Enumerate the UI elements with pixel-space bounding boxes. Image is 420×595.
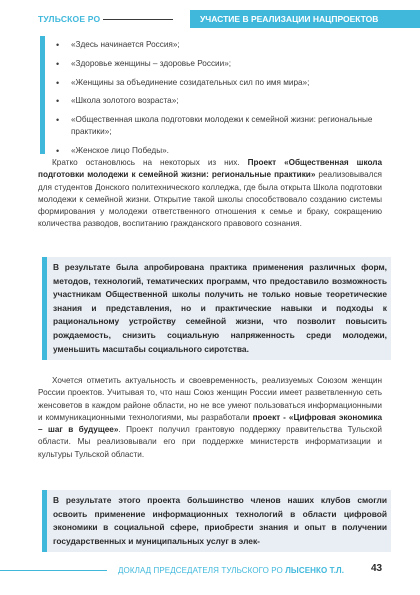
list-item: • «Здесь начинается Россия»; <box>55 39 385 51</box>
list-item: • «Здоровье женщины – здоровье России»; <box>55 58 385 70</box>
list-item: • «Школа золотого возраста»; <box>55 95 385 107</box>
project-list <box>55 39 385 164</box>
paragraph-lead: Хочется отметить актуальность и своевременность, реализуемых Союзом женщин России проектов. Учитывая то, что наш Союз женщин России имеет разветвленную сеть женсоветов в каждом районе области, но не все умеют пользоваться информационными и коммуникационными технологиями, мы разработали <box>38 376 382 422</box>
result-highlight-box-2 <box>42 490 391 552</box>
page-number: 43 <box>371 563 383 574</box>
list-accent-bar <box>40 36 45 154</box>
footer-author-name: ЛЫСЕНКО Т.Л. <box>285 566 345 575</box>
footer-divider <box>0 570 107 571</box>
header-divider <box>103 19 173 20</box>
list-item: • «Женское лицо Победы». <box>55 145 385 157</box>
paragraph-school-project <box>38 157 382 231</box>
list-item: • «Общественная школа подготовки молодежи к семейной жизни: региональные практики»; <box>55 114 385 139</box>
paragraph-body: . Проект получил грантовую поддержку правительства Тульской области. Мы реализовывали его при поддержке министерств информатизации и культуры Тульской области. <box>38 425 382 459</box>
result-highlight-text: В результате была апробирована практика применения различных форм, методов, технологий, тематических программ, что предоставило возможность участникам Общественной школы получить не только новые теоретические знания и представления, но и практические навыки и подходы к рациональному устройству семейной жизни, что позволит повысить рождаемость, снизить социальную напряженность среди молодежи, уменьшить масштабы социального сиротства. <box>53 262 387 354</box>
header-section-title: ТУЛЬСКОЕ РО <box>38 14 101 24</box>
paragraph-lead: Кратко остановлюсь на некоторых из них. <box>52 158 248 167</box>
header-chapter-title: УЧАСТИЕ В РЕАЛИЗАЦИИ НАЦПРОЕКТОВ <box>200 14 379 24</box>
paragraph-digital-project <box>38 375 382 461</box>
footer-caption <box>118 566 344 575</box>
paragraph-project-name: Проект «Общественная школа подготовки молодежи к семейной жизни: региональные практики» <box>38 158 382 180</box>
result-highlight-text-2: В результате этого проекта большинство членов наших клубов смогли освоить применение информационных технологий в области цифровой экономики в социальной сфере, приобрести знания и опыт в получении государственных и муниципальных услуг в элек- <box>53 495 387 546</box>
result-highlight-box <box>42 257 391 360</box>
footer-caption-text: ДОКЛАД ПРЕДСЕДАТЕЛЯ ТУЛЬСКОГО РО <box>118 566 286 575</box>
paragraph-project-name: проект - «Цифровая экономика – шаг в будущее» <box>38 412 382 435</box>
list-item: • «Женщины за объединение созидательных сил по имя мира»; <box>55 77 385 89</box>
paragraph-body: реализовывался для студентов Донского политехнического колледжа, где была открыта Школа подготовки молодежи к семейной жизни. Открытие такой школы способствовало созданию системы формирования у молодежи ответственного отношения к семье и браку, сокращению количества разводов, воспитанию гражданского правового сознания. <box>38 170 382 229</box>
